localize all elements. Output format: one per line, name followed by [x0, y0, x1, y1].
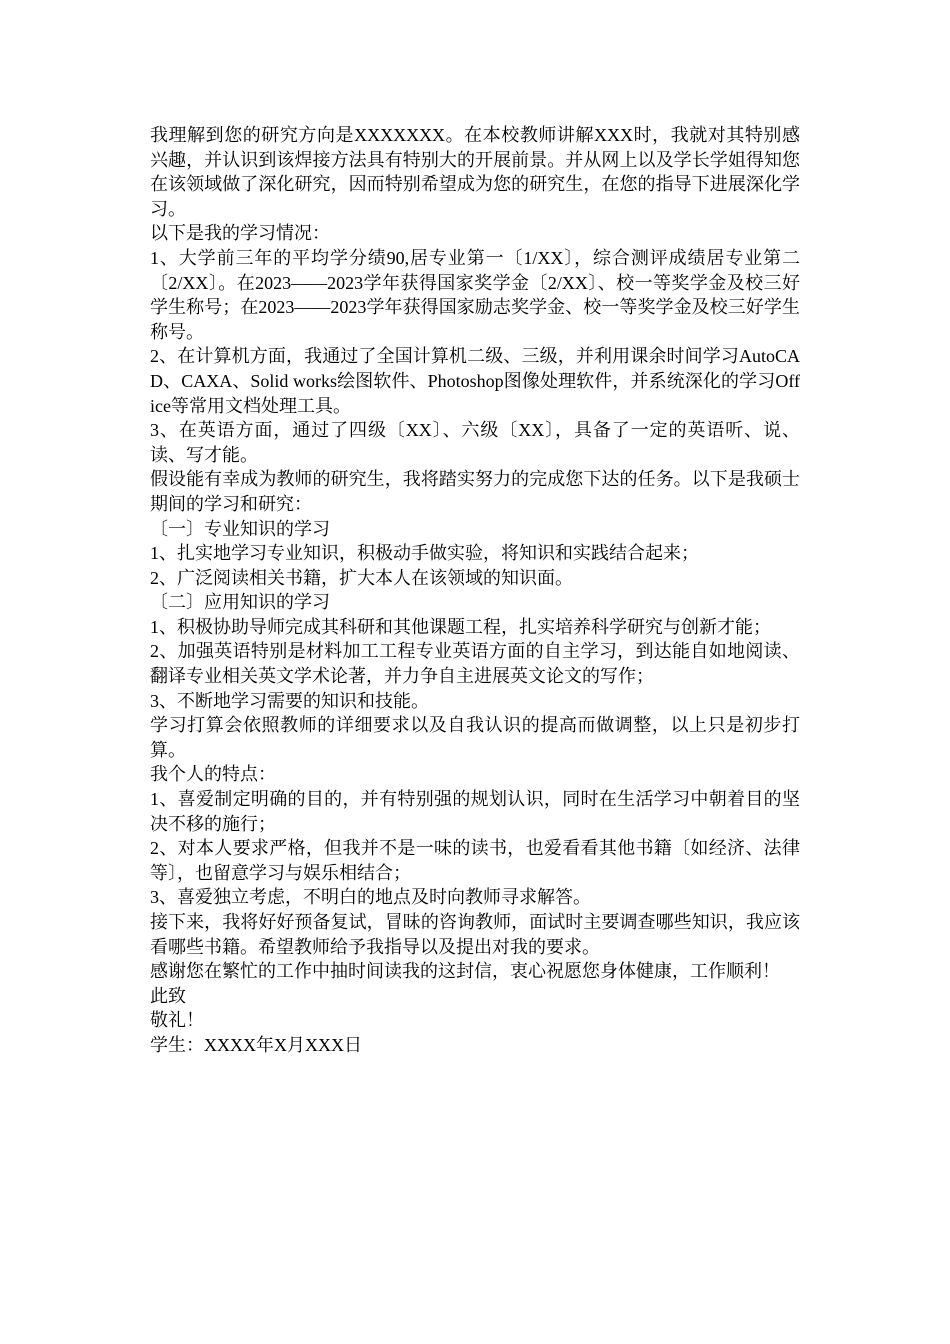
- letter-body: [150, 123, 800, 1058]
- trait-item-2: 2、对本人要求严格，但我并不是一味的读书，也爱看看其他书籍〔如经济、法律等〕，也留意学习与娱乐相结合；: [150, 838, 800, 883]
- closing-salutation: 此致: [150, 985, 186, 1006]
- trait-item-3: 3、喜爱独立考虑，不明白的地点及时向教师寻求解答。: [150, 887, 591, 908]
- paragraph-computer-skills: 2、在计算机方面，我通过了全国计算机二级、三级，并利用课余时间学习AutoCAD、CAXA、Solid works绘图软件、Photoshop图像处理软件，并系统深化的学习Office等常用文档处理工具。: [150, 346, 800, 416]
- plan-item-applied-2: 2、加强英语特别是材料加工工程专业英语方面的自主学习，到达能自如地阅读、翻译专业相关英文学术论著，并力争自主进展英文论文的写作；: [150, 641, 800, 687]
- section-heading-professional: 〔一〕专业知识的学习: [150, 518, 330, 539]
- trait-item-1: 1、喜爱制定明确的目的，并有特别强的规划认识，同时在生活学习中朝着目的坚决不移的施行；: [150, 789, 800, 834]
- paragraph-plan-intro: 假设能有幸成为教师的研究生，我将踏实努力的完成您下达的任务。以下是我硕士期间的学习和研究：: [150, 469, 800, 514]
- paragraph-next-steps: 接下来，我将好好预备复试，冒昧的咨询教师，面试时主要调查哪些知识，我应该看哪些书籍。希望教师给予我指导以及提出对我的要求。: [150, 912, 800, 957]
- closing-regards: 敬礼！: [150, 1010, 204, 1031]
- paragraph-english-skills: 3、在英语方面，通过了四级〔XX〕、六级〔XX〕，具备了一定的英语听、说、读、写才能。: [150, 420, 800, 465]
- plan-item-applied-3: 3、不断地学习需要的知识和技能。: [150, 690, 429, 711]
- paragraph-plan-note: 学习打算会依照教师的详细要求以及自我认识的提高而做调整，以上只是初步打算。: [150, 715, 800, 760]
- paragraph-traits-heading: 我个人的特点：: [150, 764, 276, 785]
- plan-item-professional-1: 1、扎实地学习专业知识，积极动手做实验，将知识和实践结合起来；: [150, 543, 699, 564]
- paragraph-intro: 我理解到您的研究方向是XXXXXXX。在本校教师讲解XXX时，我就对其特别感兴趣，并认识到该焊接方法具有特别大的开展前景。并从网上以及学长学姐得知您在该领域做了深化研究，因而特别希望成为您的研究生，在您的指导下进展深化学习。: [150, 125, 800, 219]
- paragraph-study-heading: 以下是我的学习情况：: [150, 223, 330, 244]
- plan-item-professional-2: 2、广泛阅读相关书籍，扩大本人在该领域的知识面。: [150, 567, 573, 588]
- paragraph-grades: 1、大学前三年的平均学分绩90,居专业第一〔1/XX〕，综合测评成绩居专业第二〔2/XX〕。在2023——2023学年获得国家奖学金〔2/XX〕、校一等奖学金及校三好学生称号；在2023——2023学年获得国家励志奖学金、校一等奖学金及校三好学生称号。: [150, 247, 800, 342]
- paragraph-thanks: 感谢您在繁忙的工作中抽时间读我的这封信，衷心祝愿您身体健康，工作顺利！: [150, 961, 780, 982]
- signature-line: 学生：XXXX年X月XXX日: [150, 1034, 362, 1055]
- plan-item-applied-1: 1、积极协助导师完成其科研和其他课题工程，扎实培养科学研究与创新才能；: [150, 616, 771, 637]
- section-heading-applied: 〔二〕应用知识的学习: [150, 592, 330, 613]
